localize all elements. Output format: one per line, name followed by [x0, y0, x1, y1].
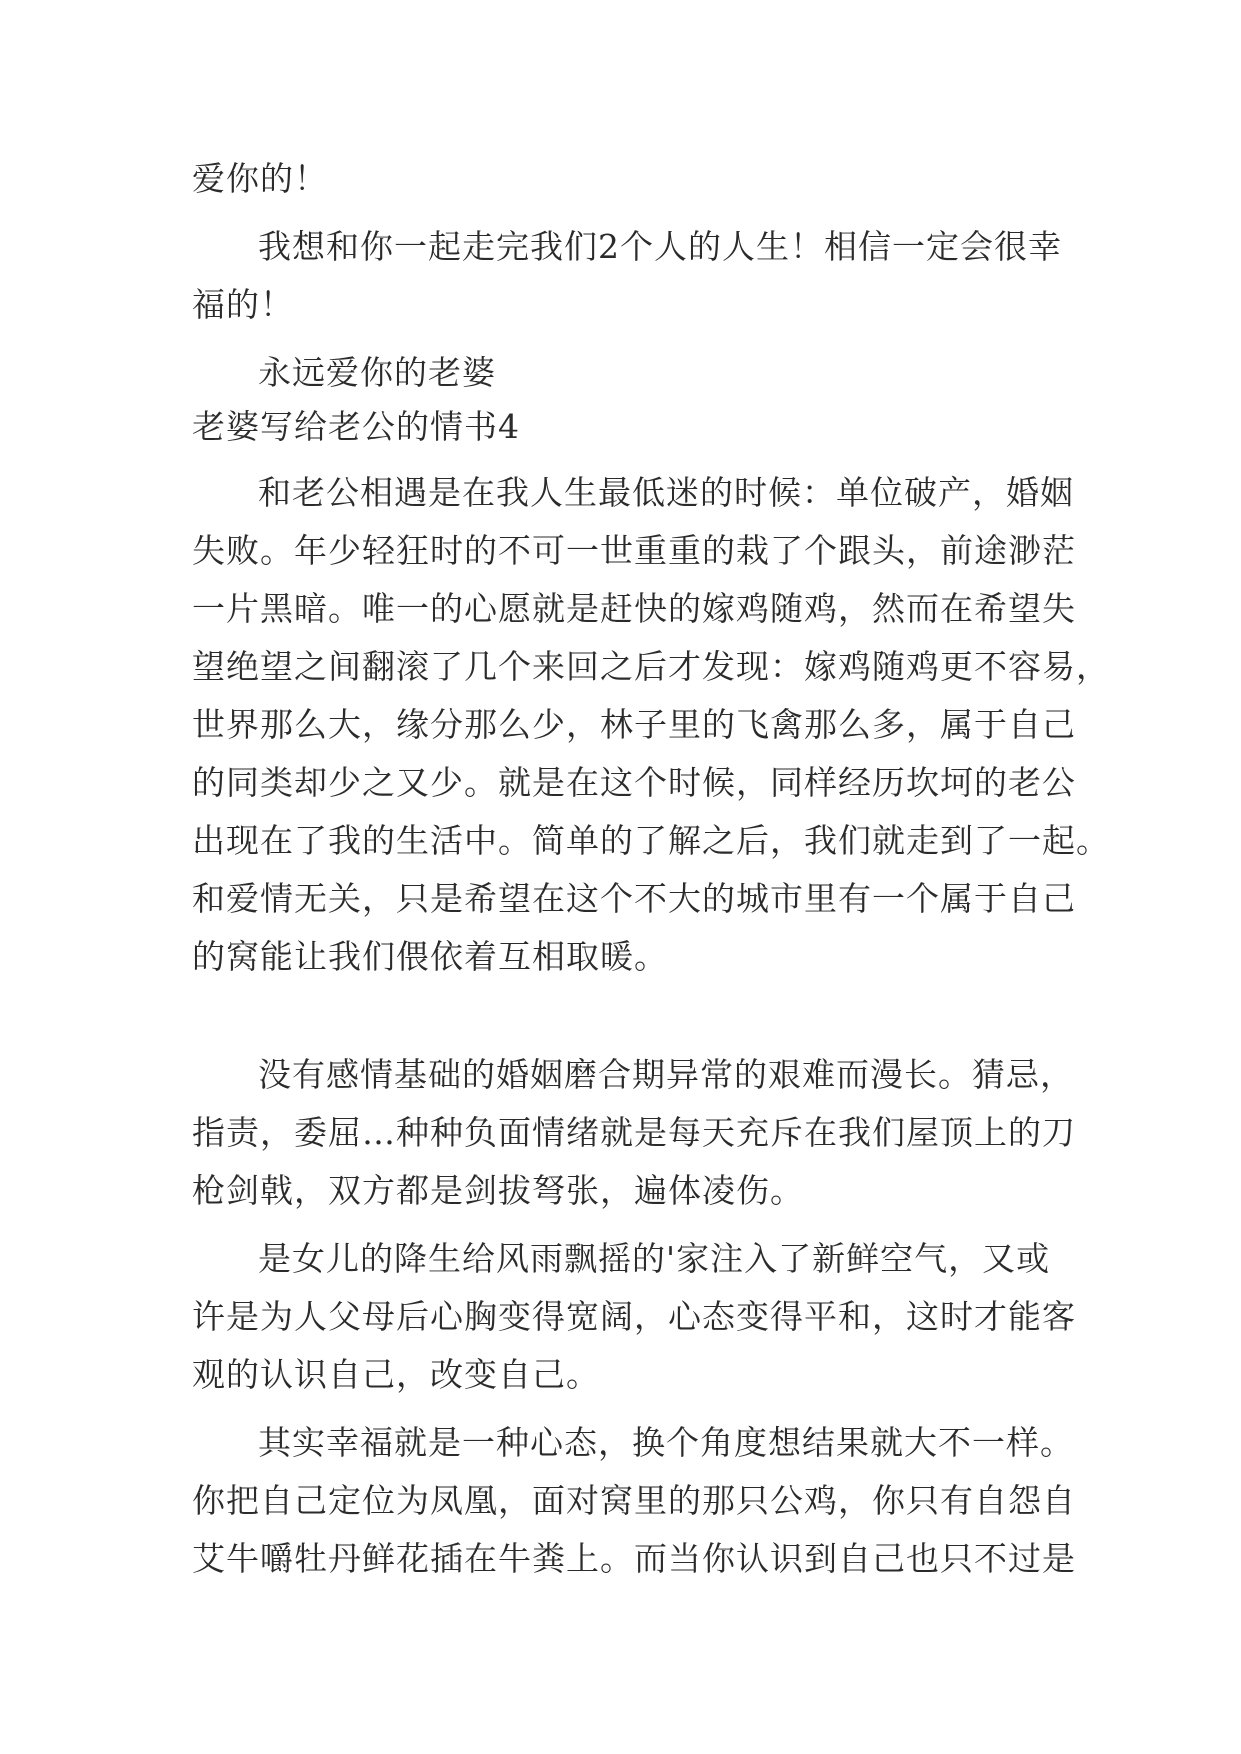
text-line: 世界那么大，缘分那么少，林子里的飞禽那么多，属于自己	[192, 705, 1076, 744]
text-line: 爱你的！	[192, 159, 328, 198]
section-title: 老婆写给老公的情书4	[192, 407, 520, 446]
document-page	[192, 150, 1110, 1588]
text-line: 许是为人父母后心胸变得宽阔，心态变得平和，这时才能客	[192, 1297, 1076, 1336]
text-line: 指责，委屈…种种负面情绪就是每天充斥在我们屋顶上的刀	[192, 1113, 1076, 1152]
text-line: 福的！	[192, 285, 294, 324]
text-line: 艾牛嚼牡丹鲜花插在牛粪上。而当你认识到自己也只不过是	[192, 1539, 1076, 1578]
text-line: 我想和你一起走完我们2个人的人生！相信一定会很幸	[258, 227, 1062, 266]
signature-line: 永远爱你的老婆	[258, 353, 496, 392]
text-line: 和老公相遇是在我人生最低迷的时候：单位破产，婚姻	[258, 473, 1074, 512]
text-line: 没有感情基础的婚姻磨合期异常的艰难而漫长。猜忌，	[258, 1055, 1074, 1094]
text-line: 的窝能让我们偎依着互相取暖。	[192, 937, 668, 976]
text-line: 观的认识自己，改变自己。	[192, 1355, 600, 1394]
text-line: 和爱情无关，只是希望在这个不大的城市里有一个属于自己	[192, 879, 1076, 918]
text-line: 是女儿的降生给风雨飘摇的'家注入了新鲜空气，又或	[258, 1239, 1051, 1278]
text-line: 失败。年少轻狂时的不可一世重重的栽了个跟头，前途渺茫	[192, 531, 1076, 570]
text-line: 枪剑戟，双方都是剑拔弩张，遍体凌伤。	[192, 1171, 804, 1210]
text-line: 其实幸福就是一种心态，换个角度想结果就大不一样。	[258, 1423, 1074, 1462]
text-line: 望绝望之间翻滚了几个来回之后才发现：嫁鸡随鸡更不容易，	[192, 647, 1110, 686]
text-line: 出现在了我的生活中。简单的了解之后，我们就走到了一起。	[192, 821, 1110, 860]
text-line: 你把自己定位为凤凰，面对窝里的那只公鸡，你只有自怨自	[192, 1481, 1076, 1520]
text-line: 一片黑暗。唯一的心愿就是赶快的嫁鸡随鸡，然而在希望失	[192, 589, 1076, 628]
text-line: 的同类却少之又少。就是在这个时候，同样经历坎坷的老公	[192, 763, 1076, 802]
